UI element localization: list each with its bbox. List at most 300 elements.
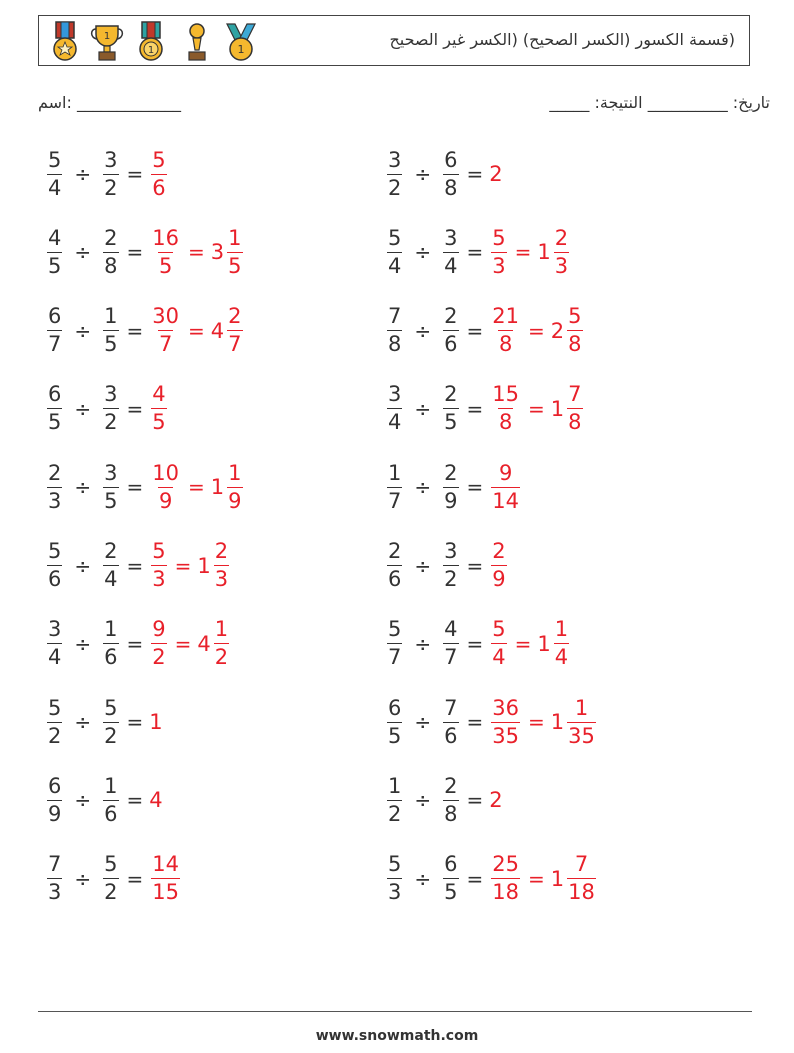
equals-sign: = bbox=[126, 631, 144, 656]
answer bbox=[149, 854, 182, 903]
denominator: 8 bbox=[568, 410, 582, 435]
equals-sign: = bbox=[466, 631, 484, 656]
answer-fraction bbox=[491, 460, 520, 513]
denominator: 9 bbox=[48, 801, 62, 826]
answer bbox=[489, 306, 584, 355]
denominator: 2 bbox=[48, 723, 62, 748]
numerator: 1 bbox=[388, 460, 402, 485]
mixed-whole: 2 bbox=[550, 318, 565, 343]
divisor-fraction bbox=[103, 460, 118, 513]
problem-row bbox=[385, 767, 504, 833]
numerator: 3 bbox=[48, 617, 62, 642]
divisor-fraction bbox=[443, 773, 458, 826]
divide-sign: ÷ bbox=[414, 240, 432, 265]
equals-sign: = bbox=[126, 710, 144, 735]
answer bbox=[149, 788, 163, 812]
denominator: 5 bbox=[158, 253, 173, 278]
medal-1-icon bbox=[131, 20, 171, 64]
numerator: 30 bbox=[152, 304, 180, 329]
numerator: 1 bbox=[214, 617, 229, 642]
denominator: 8 bbox=[498, 410, 513, 435]
mixed-fraction bbox=[227, 460, 242, 513]
dividend-fraction bbox=[387, 541, 402, 590]
problem-row bbox=[45, 454, 245, 520]
equals-sign: = bbox=[126, 318, 144, 343]
problem-row bbox=[385, 611, 571, 677]
divide-sign: ÷ bbox=[74, 710, 92, 735]
answer bbox=[489, 695, 598, 748]
numerator: 6 bbox=[444, 147, 458, 172]
ribbon-medal-icon bbox=[221, 20, 261, 64]
equals-sign: = bbox=[466, 475, 484, 500]
mixed-fraction bbox=[214, 541, 229, 590]
equals-sign: = bbox=[466, 396, 484, 421]
answer-fraction bbox=[491, 619, 506, 668]
denominator: 4 bbox=[554, 645, 569, 670]
numerator: 2 bbox=[444, 382, 458, 407]
problem-row bbox=[385, 298, 585, 364]
numerator: 14 bbox=[152, 852, 180, 877]
divisor-fraction bbox=[103, 225, 118, 278]
problem-row bbox=[385, 141, 504, 207]
answer-fraction bbox=[151, 854, 180, 903]
denominator: 2 bbox=[152, 645, 166, 670]
denominator: 3 bbox=[214, 567, 229, 591]
mixed-whole: 1 bbox=[537, 240, 551, 265]
numerator: 5 bbox=[152, 147, 166, 172]
dividend-fraction bbox=[387, 306, 402, 355]
answer-fraction bbox=[491, 225, 506, 278]
denominator: 9 bbox=[492, 567, 506, 591]
mixed-whole: 4 bbox=[210, 318, 225, 343]
answer bbox=[149, 541, 231, 590]
divide-sign: ÷ bbox=[414, 631, 432, 656]
numerator: 6 bbox=[48, 304, 62, 329]
medal-star-icon bbox=[45, 20, 85, 64]
equals-sign: = bbox=[126, 240, 144, 265]
answer bbox=[149, 384, 168, 433]
denominator: 4 bbox=[388, 253, 402, 278]
numerator: 7 bbox=[388, 304, 402, 329]
svg-text:1: 1 bbox=[147, 45, 155, 56]
denominator: 2 bbox=[388, 801, 402, 826]
denominator: 2 bbox=[444, 567, 458, 591]
answer-integer: 2 bbox=[489, 788, 503, 813]
answer bbox=[149, 225, 244, 278]
numerator: 5 bbox=[568, 304, 582, 329]
answer-fraction bbox=[151, 147, 166, 200]
denominator: 5 bbox=[104, 332, 118, 357]
numerator: 3 bbox=[104, 460, 118, 485]
equals-sign: = bbox=[466, 553, 484, 578]
mixed-whole: 1 bbox=[550, 866, 565, 891]
denominator: 6 bbox=[152, 175, 166, 200]
mixed-fraction bbox=[227, 306, 242, 355]
equals-sign: = bbox=[528, 318, 545, 343]
answer-fraction bbox=[491, 695, 520, 748]
numerator: 2 bbox=[388, 539, 402, 563]
divide-sign: ÷ bbox=[414, 866, 432, 891]
answer-fraction bbox=[151, 541, 166, 590]
equals-sign: = bbox=[174, 631, 192, 656]
numerator: 3 bbox=[104, 147, 118, 172]
divide-sign: ÷ bbox=[74, 162, 92, 186]
numerator: 1 bbox=[104, 773, 118, 798]
answer-fraction bbox=[491, 384, 520, 433]
divisor-fraction bbox=[443, 541, 458, 590]
denominator: 8 bbox=[444, 175, 458, 200]
divisor-fraction bbox=[443, 306, 458, 355]
answer bbox=[149, 619, 231, 668]
problem-row bbox=[385, 454, 522, 520]
divide-sign: ÷ bbox=[74, 240, 92, 265]
numerator: 25 bbox=[492, 852, 520, 877]
divisor-fraction bbox=[103, 147, 118, 200]
denominator: 6 bbox=[48, 567, 62, 591]
equals-sign: = bbox=[188, 475, 205, 500]
denominator: 8 bbox=[388, 332, 402, 357]
denominator: 6 bbox=[104, 801, 118, 826]
denominator: 7 bbox=[388, 645, 402, 670]
divide-sign: ÷ bbox=[74, 631, 92, 656]
dividend-fraction bbox=[387, 854, 402, 903]
numerator: 1 bbox=[228, 460, 242, 485]
denominator: 5 bbox=[444, 880, 458, 905]
worksheet-header bbox=[38, 15, 750, 66]
numerator: 2 bbox=[48, 460, 62, 485]
denominator: 8 bbox=[104, 253, 118, 278]
problem-row bbox=[45, 219, 245, 285]
dividend-fraction bbox=[47, 225, 62, 278]
divisor-fraction bbox=[443, 460, 458, 513]
answer-fraction bbox=[151, 225, 180, 278]
mixed-fraction bbox=[554, 225, 569, 278]
numerator: 5 bbox=[388, 852, 402, 877]
denominator: 6 bbox=[444, 723, 458, 748]
divide-sign: ÷ bbox=[74, 318, 92, 343]
equals-sign: = bbox=[188, 318, 205, 343]
problem-row bbox=[385, 689, 598, 755]
numerator: 9 bbox=[498, 460, 513, 485]
divisor-fraction bbox=[443, 384, 458, 433]
equals-sign: = bbox=[466, 318, 484, 343]
divide-sign: ÷ bbox=[414, 553, 432, 578]
denominator: 7 bbox=[388, 488, 402, 513]
numerator: 10 bbox=[152, 460, 180, 485]
equals-sign: = bbox=[174, 553, 192, 578]
equals-sign: = bbox=[126, 788, 144, 813]
mixed-whole: 1 bbox=[537, 631, 551, 656]
divisor-fraction bbox=[443, 619, 458, 668]
trophy-icon bbox=[87, 20, 127, 64]
denominator: 2 bbox=[104, 175, 118, 200]
denominator: 3 bbox=[492, 253, 506, 278]
denominator: 5 bbox=[48, 253, 62, 278]
denominator: 7 bbox=[158, 332, 173, 357]
dividend-fraction bbox=[47, 384, 62, 433]
denominator: 35 bbox=[568, 723, 595, 748]
numerator: 5 bbox=[104, 695, 118, 720]
dividend-fraction bbox=[387, 384, 402, 433]
divide-sign: ÷ bbox=[74, 475, 92, 500]
numerator: 1 bbox=[228, 225, 242, 250]
denominator: 5 bbox=[48, 410, 62, 435]
mixed-whole: 4 bbox=[197, 631, 211, 656]
equals-sign: = bbox=[466, 162, 484, 186]
dividend-fraction bbox=[47, 306, 62, 355]
answer-fraction bbox=[151, 306, 180, 355]
numerator: 1 bbox=[388, 773, 402, 798]
mixed-whole: 1 bbox=[550, 396, 565, 421]
divide-sign: ÷ bbox=[414, 318, 432, 343]
divisor-fraction bbox=[443, 147, 458, 200]
numerator: 5 bbox=[388, 225, 402, 250]
numerator: 4 bbox=[152, 382, 166, 407]
problem-row bbox=[45, 767, 164, 833]
answer bbox=[489, 162, 503, 186]
answer bbox=[489, 384, 584, 433]
divisor-fraction bbox=[443, 854, 458, 903]
equals-sign: = bbox=[126, 866, 144, 891]
problem-row bbox=[385, 846, 598, 912]
answer bbox=[489, 854, 598, 903]
denominator: 4 bbox=[48, 645, 62, 670]
mixed-fraction bbox=[214, 619, 229, 668]
denominator: 6 bbox=[388, 567, 402, 591]
numerator: 2 bbox=[444, 304, 458, 329]
denominator: 5 bbox=[388, 723, 402, 748]
problem-row bbox=[45, 533, 231, 599]
problem-row bbox=[45, 298, 245, 364]
denominator: 8 bbox=[568, 332, 582, 357]
answer bbox=[489, 619, 571, 668]
problem-row bbox=[385, 376, 585, 442]
answer-fraction bbox=[151, 619, 166, 668]
numerator: 2 bbox=[554, 225, 569, 250]
numerator: 1 bbox=[104, 617, 118, 642]
denominator: 6 bbox=[104, 645, 118, 670]
problem-row bbox=[45, 141, 169, 207]
denominator: 3 bbox=[388, 880, 402, 905]
equals-sign: = bbox=[126, 553, 144, 578]
mixed-fraction bbox=[567, 854, 596, 903]
denominator: 15 bbox=[152, 880, 180, 905]
mixed-fraction bbox=[567, 384, 582, 433]
answer bbox=[489, 788, 503, 812]
denominator: 5 bbox=[152, 410, 166, 435]
denominator: 35 bbox=[492, 723, 520, 748]
divide-sign: ÷ bbox=[74, 396, 92, 421]
denominator: 6 bbox=[444, 332, 458, 357]
equals-sign: = bbox=[466, 788, 484, 813]
worksheet-title: (قسمة الكسور (الكسر الصحيح) (الكسر غير الصحيح bbox=[389, 30, 735, 49]
svg-text:1: 1 bbox=[237, 43, 245, 56]
equals-sign: = bbox=[126, 396, 144, 421]
numerator: 21 bbox=[492, 304, 520, 329]
name-field: اسم: _____________ bbox=[38, 93, 181, 112]
mixed-fraction bbox=[567, 306, 582, 355]
divide-sign: ÷ bbox=[74, 866, 92, 891]
dividend-fraction bbox=[47, 619, 62, 668]
equals-sign: = bbox=[126, 475, 144, 500]
divisor-fraction bbox=[103, 541, 118, 590]
numerator: 15 bbox=[492, 382, 520, 407]
equals-sign: = bbox=[466, 240, 484, 265]
denominator: 5 bbox=[228, 253, 242, 278]
divide-sign: ÷ bbox=[414, 788, 432, 813]
divisor-fraction bbox=[103, 306, 118, 355]
mixed-whole: 1 bbox=[550, 710, 565, 735]
numerator: 16 bbox=[152, 225, 180, 250]
dividend-fraction bbox=[387, 225, 402, 278]
mixed-whole: 1 bbox=[197, 553, 211, 578]
divisor-fraction bbox=[443, 225, 458, 278]
numerator: 5 bbox=[104, 852, 118, 877]
footer-url: www.snowmath.com bbox=[315, 1028, 479, 1044]
divide-sign: ÷ bbox=[414, 475, 432, 500]
numerator: 6 bbox=[48, 773, 62, 798]
denominator: 18 bbox=[492, 880, 520, 905]
trophy-small-icon bbox=[177, 20, 217, 64]
numerator: 6 bbox=[48, 382, 62, 407]
denominator: 4 bbox=[388, 410, 402, 435]
dividend-fraction bbox=[47, 695, 62, 748]
equals-sign: = bbox=[466, 710, 484, 735]
denominator: 9 bbox=[228, 488, 242, 513]
numerator: 4 bbox=[444, 617, 458, 642]
denominator: 7 bbox=[48, 332, 62, 357]
svg-text:1: 1 bbox=[103, 31, 111, 42]
numerator: 2 bbox=[444, 460, 458, 485]
answer-integer: 2 bbox=[489, 162, 503, 186]
answer bbox=[149, 147, 168, 200]
answer-fraction bbox=[491, 854, 520, 903]
numerator: 2 bbox=[228, 304, 242, 329]
numerator: 4 bbox=[48, 225, 62, 250]
answer bbox=[489, 541, 508, 590]
numerator: 5 bbox=[492, 617, 506, 642]
mixed-fraction bbox=[554, 619, 569, 668]
denominator: 3 bbox=[48, 880, 62, 905]
equals-sign: = bbox=[126, 162, 144, 186]
numerator: 5 bbox=[48, 147, 62, 172]
answer-fraction bbox=[491, 541, 506, 590]
divisor-fraction bbox=[103, 854, 118, 903]
problem-row bbox=[45, 846, 182, 912]
dividend-fraction bbox=[47, 854, 62, 903]
dividend-fraction bbox=[47, 541, 62, 590]
problem-row bbox=[385, 219, 571, 285]
numerator: 3 bbox=[388, 382, 402, 407]
denominator: 2 bbox=[104, 723, 118, 748]
numerator: 2 bbox=[104, 539, 118, 563]
numerator: 3 bbox=[444, 225, 458, 250]
equals-sign: = bbox=[514, 240, 532, 265]
footer-divider bbox=[38, 1011, 752, 1012]
dividend-fraction bbox=[47, 147, 62, 200]
denominator: 9 bbox=[158, 488, 173, 513]
dividend-fraction bbox=[387, 619, 402, 668]
denominator: 2 bbox=[104, 410, 118, 435]
denominator: 4 bbox=[104, 567, 118, 591]
mixed-whole: 3 bbox=[210, 240, 225, 265]
denominator: 3 bbox=[152, 567, 166, 591]
problem-row bbox=[45, 611, 231, 677]
denominator: 4 bbox=[492, 645, 506, 670]
answer bbox=[149, 306, 244, 355]
dividend-fraction bbox=[387, 695, 402, 748]
divide-sign: ÷ bbox=[74, 788, 92, 813]
numerator: 2 bbox=[492, 539, 506, 563]
answer-integer: 4 bbox=[149, 788, 163, 813]
numerator: 2 bbox=[214, 539, 229, 563]
denominator: 2 bbox=[388, 175, 402, 200]
denominator: 9 bbox=[444, 488, 458, 513]
numerator: 5 bbox=[48, 539, 62, 563]
mixed-fraction bbox=[567, 695, 596, 748]
numerator: 1 bbox=[574, 695, 589, 720]
answer bbox=[149, 460, 244, 513]
divisor-fraction bbox=[443, 695, 458, 748]
denominator: 8 bbox=[444, 801, 458, 826]
numerator: 9 bbox=[152, 617, 166, 642]
answer bbox=[149, 710, 163, 734]
divisor-fraction bbox=[103, 619, 118, 668]
numerator: 6 bbox=[388, 695, 402, 720]
denominator: 4 bbox=[444, 253, 458, 278]
problem-row bbox=[385, 533, 509, 599]
answer bbox=[489, 225, 571, 278]
numerator: 7 bbox=[568, 382, 582, 407]
equals-sign: = bbox=[528, 396, 545, 421]
answer bbox=[489, 460, 522, 513]
equals-sign: = bbox=[528, 866, 545, 891]
numerator: 1 bbox=[554, 617, 569, 642]
equals-sign: = bbox=[528, 710, 545, 735]
problem-row bbox=[45, 689, 164, 755]
mixed-whole: 1 bbox=[210, 475, 225, 500]
dividend-fraction bbox=[387, 147, 402, 200]
divisor-fraction bbox=[103, 384, 118, 433]
numerator: 36 bbox=[492, 695, 520, 720]
divide-sign: ÷ bbox=[414, 710, 432, 735]
numerator: 2 bbox=[104, 225, 118, 250]
numerator: 6 bbox=[444, 852, 458, 877]
dividend-fraction bbox=[387, 460, 402, 513]
numerator: 5 bbox=[48, 695, 62, 720]
denominator: 5 bbox=[104, 488, 118, 513]
dividend-fraction bbox=[387, 773, 402, 826]
numerator: 3 bbox=[444, 539, 458, 563]
numerator: 7 bbox=[48, 852, 62, 877]
numerator: 3 bbox=[104, 382, 118, 407]
answer-fraction bbox=[151, 460, 180, 513]
divide-sign: ÷ bbox=[74, 553, 92, 578]
denominator: 2 bbox=[104, 880, 118, 905]
denominator: 2 bbox=[214, 645, 229, 670]
numerator: 3 bbox=[388, 147, 402, 172]
numerator: 5 bbox=[388, 617, 402, 642]
numerator: 7 bbox=[574, 852, 589, 877]
answer-fraction bbox=[151, 384, 166, 433]
dividend-fraction bbox=[47, 773, 62, 826]
denominator: 3 bbox=[554, 253, 569, 278]
denominator: 8 bbox=[498, 332, 513, 357]
divisor-fraction bbox=[103, 695, 118, 748]
dividend-fraction bbox=[47, 460, 62, 513]
equals-sign: = bbox=[466, 866, 484, 891]
divide-sign: ÷ bbox=[414, 396, 432, 421]
